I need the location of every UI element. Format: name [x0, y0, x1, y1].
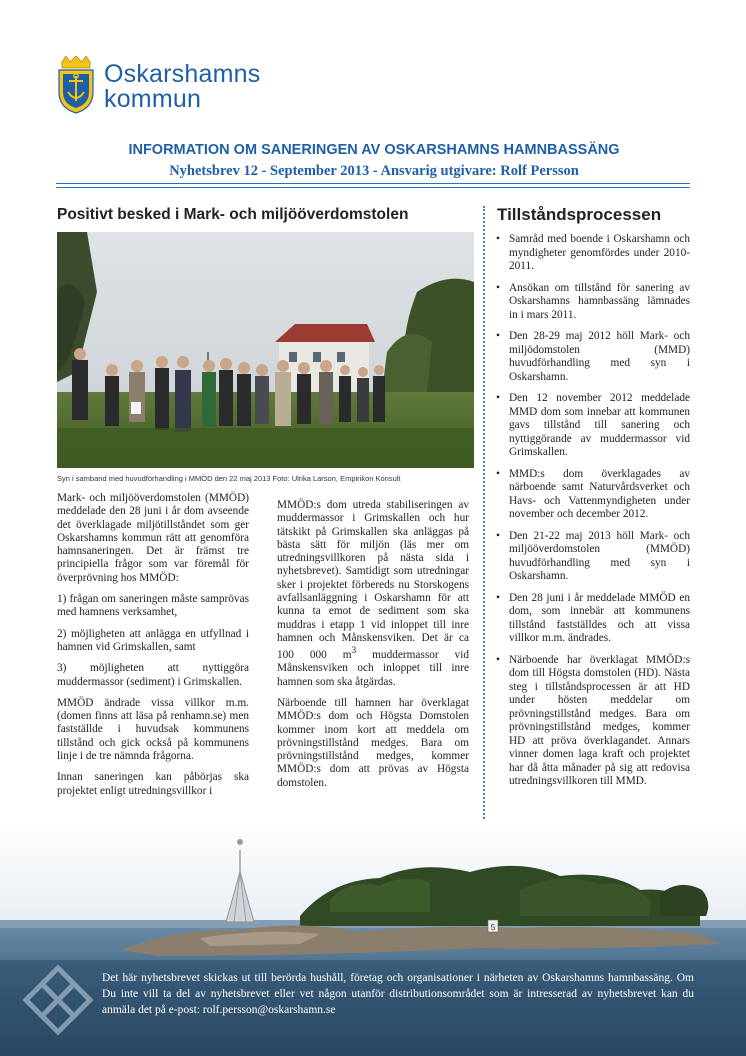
- paragraph: Innan saneringen kan påbörjas ska projektet enligt utredningsvillkor i: [57, 771, 249, 797]
- newsletter-title: INFORMATION OM SANERINGEN AV OSKARSHAMNS HAMNBASSÄNG: [128, 142, 620, 158]
- list-item: [493, 282, 690, 323]
- paragraph-part: muddermassor vid Månskensviken och inloppet till inre hamnen som ska åtgärdas.: [277, 649, 469, 688]
- coat-of-arms-logo: [56, 56, 96, 114]
- site-visit-photo: [57, 232, 474, 468]
- harbour-island-illustration: [0, 820, 746, 1056]
- brand-line-2: kommun: [104, 85, 202, 113]
- list-item-text: Närboende har överklagat MMÖD:s dom till Högsta domstolen (HD). Nästa steg i tillståndsprocessen är att HD under hösten meddelar om prövningstillstånd medges. Bara om prövningstillstånd medges, kommer HD att pröva överklagandet. Annars vinner domen laga kraft och projektet har då åtta månader på sig att redovisa utredningsvillkoren till MMD.: [509, 653, 690, 787]
- list-item: [493, 592, 690, 646]
- list-item: [493, 468, 690, 522]
- paragraph: Närboende till hamnen har överklagat MMÖD:s dom och Högsta Domstolen kommer inom kort att meddela om prövningstillstånd medges. Bara om prövningstillstånd medges, kommer MMÖD:s dom att prövas av Högsta domstolen.: [277, 696, 469, 789]
- list-item: [493, 530, 690, 584]
- list-item-text: Den 12 november 2012 meddelade MMD dom som innebar att kommunen gavs tillstånd till sanering och nyttiggörande av muddermassor vid Grimskallen.: [509, 392, 690, 458]
- list-item: [493, 330, 690, 384]
- superscript: 3: [351, 646, 357, 657]
- paragraph: Mark- och miljööverdomstolen (MMÖD) meddelade den 28 juni i år dom avseende det överklagade miljötillståndet som ger Oskarshamns kommun rätt att genomföra hamnsaneringen. Det är främst tre principiella frågor som var föremål för överprövning hos MMÖD:: [57, 492, 249, 584]
- article-heading: Positivt besked i Mark- och miljööverdomstolen: [57, 206, 409, 223]
- brand-name: [104, 62, 260, 112]
- decorative-knot-pattern: [18, 960, 98, 1040]
- process-timeline-list: [493, 233, 690, 797]
- paragraph: MMÖD ändrade vissa villkor m.m. (domen finns att läsa på renhamn.se) men fastställde i huvudsak kommunens tillstånd och gick också på kommunens linje i de tre nämnda frågorna.: [57, 696, 249, 763]
- bullet: •: [496, 591, 500, 604]
- bullet: •: [496, 392, 500, 404]
- paragraph: 1) frågan om saneringen måste samprövas med hamnens verksamhet,: [57, 593, 249, 619]
- footer-notice: Det här nyhetsbrevet skickas ut till berörda hushåll, företag och organisationer i närheten av Oskarshamns hamnbassäng. Om Du inte vill ta del av nyhetsbrevet eller vet någon utanför distributionsområdet som är intresserad av nyhetsbrevet kan du anmäla det på e-post: rolf.persson@oskarshamn.se: [102, 972, 694, 1017]
- article-column-2: [277, 499, 469, 798]
- list-item-text: Den 28-29 maj 2012 höll Mark- och miljödomstolen (MMD) huvudförhandling med syn i Oskarshamn.: [509, 330, 690, 383]
- bullet: •: [496, 467, 500, 480]
- brand-line-1: Oskarshamns: [104, 60, 261, 88]
- list-item: [493, 654, 690, 789]
- paragraph: 3) möjligheten att nyttiggöra muddermassor (sediment) i Grimskallen.: [57, 662, 249, 688]
- bullet: •: [496, 529, 500, 542]
- bullet: •: [496, 281, 500, 294]
- list-item-text: Den 28 juni i år meddelade MMÖD en dom, som innebär att kommunens tillstånd fastställdes och att vissa villkor m.m. ändrades.: [509, 591, 690, 644]
- list-item-text: Ansökan om tillstånd för sanering av Oskarshamns hamnbassäng lämnades in i mars 2011.: [509, 281, 690, 321]
- column-separator: [483, 206, 485, 854]
- list-item-text: MMD:s dom överklagades av närboende samt Naturvårdsverket och Havs- och Vattenmyndigheten under november och december 2012.: [509, 467, 690, 520]
- bullet: •: [496, 653, 500, 666]
- bullet: •: [496, 233, 500, 245]
- photo-caption: Syn i samband med huvudförhandling i MMÖD den 22 maj 2013 Foto: Ulrika Larson, Empirikon Konsult: [57, 474, 401, 483]
- newsletter-subtitle: Nyhetsbrev 12 - September 2013 - Ansvarig utgivare: Rolf Persson: [169, 163, 579, 179]
- paragraph: [277, 499, 469, 689]
- bullet: •: [496, 330, 500, 342]
- header-divider: [56, 183, 690, 184]
- sidebar-heading: Tillståndsprocessen: [497, 205, 662, 224]
- paragraph-part: MMÖD:s dom utreda stabiliseringen av muddermassor i Grimskallen och hur tätskikt på Grimskallen ska anläggas på bästa sätt för miljön (läs mer om utredningsvillkoren på nästa sida i nyhetsbrevet). Samtidigt som utredningar sker i projektet förbereds nu Storskogens avfallsanläggning i Oskarshamn för att kunna ta emot de sediment som ska muddras i etapp 1 vid inloppet till inre hamnen och Månskensviken. Det är ca 100 000 m: [277, 499, 469, 662]
- list-item: [493, 392, 690, 460]
- article-column-1: [57, 492, 249, 806]
- channel-marker: 5: [490, 923, 496, 932]
- header-divider-thin: [56, 187, 690, 188]
- list-item: [493, 233, 690, 274]
- list-item-text: Samråd med boende i Oskarshamn och myndigheter genomfördes under 2010-2011.: [509, 233, 690, 272]
- paragraph: 2) möjligheten att anlägga en utfyllnad i hamnen vid Grimskallen, samt: [57, 627, 249, 653]
- list-item-text: Den 21-22 maj 2013 höll Mark- och miljööverdomstolen (MMÖD) huvudförhandling med syn i Oskarshamn.: [509, 529, 690, 582]
